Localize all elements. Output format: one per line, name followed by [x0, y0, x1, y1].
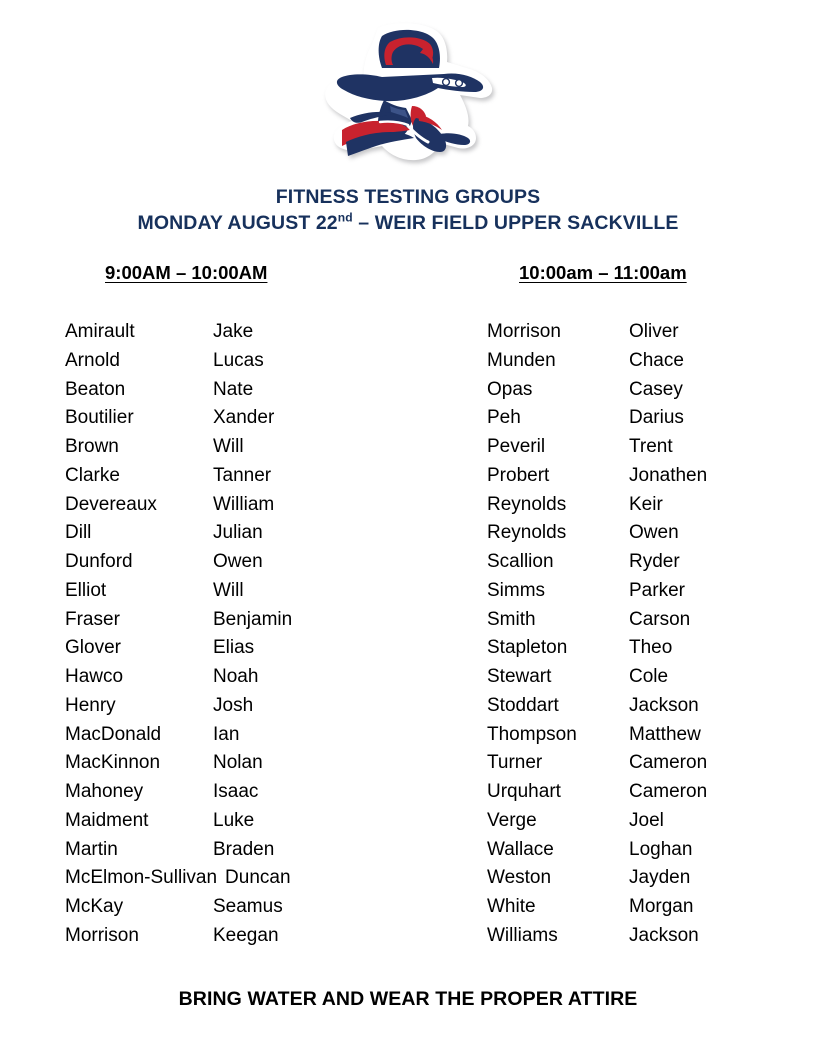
athlete-surname: Thompson	[487, 723, 577, 745]
subtitle-location: – WEIR FIELD UPPER SACKVILLE	[352, 212, 679, 234]
roster-row	[65, 836, 465, 865]
athlete-given-name: Xander	[213, 407, 275, 429]
athlete-given-name: Tanner	[213, 464, 272, 486]
roster-row	[487, 491, 816, 520]
athlete-given-name: Seamus	[213, 896, 283, 917]
athlete-given-name: Jayden	[629, 867, 691, 889]
athlete-given-name: Cameron	[629, 752, 708, 774]
athlete-surname: Devereaux	[65, 493, 157, 515]
athlete-given-name: Cameron	[629, 781, 708, 802]
raider-mascot-logo	[320, 22, 496, 162]
roster-row	[487, 749, 816, 778]
athlete-given-name: Benjamin	[213, 608, 293, 630]
athlete-given-name: Jackson	[629, 924, 699, 946]
roster-row	[487, 836, 816, 865]
title-block	[0, 184, 816, 236]
roster-row	[487, 692, 816, 721]
athlete-given-name: Darius	[629, 407, 684, 429]
roster-row	[65, 606, 465, 635]
roster-row	[65, 376, 465, 405]
logo-container	[0, 0, 816, 162]
athlete-surname: Arnold	[65, 349, 120, 371]
page-title: FITNESS TESTING GROUPS	[275, 186, 541, 208]
subtitle-date-prefix: MONDAY AUGUST 22	[137, 212, 338, 234]
group-header-1000-1100: 10:00am – 11:00am	[519, 262, 687, 283]
roster-row	[487, 347, 816, 376]
roster-row	[487, 376, 816, 405]
athlete-given-name: Duncan	[225, 867, 291, 889]
athlete-surname: Maidment	[65, 809, 149, 831]
roster-row	[65, 663, 465, 692]
roster-row	[65, 462, 465, 491]
athlete-given-name: Nate	[213, 378, 254, 400]
athlete-given-name: Casey	[629, 378, 683, 400]
athlete-surname: Morrison	[65, 924, 139, 946]
roster-row	[65, 404, 465, 433]
athlete-given-name: Parker	[629, 579, 685, 601]
athlete-surname: Scallion	[487, 551, 554, 572]
roster-row	[65, 548, 465, 577]
date-ordinal-suffix: nd	[337, 210, 353, 225]
roster-row	[65, 721, 465, 750]
roster-row	[65, 491, 465, 520]
roster-row	[65, 519, 465, 548]
athlete-surname: Henry	[65, 694, 116, 716]
athlete-given-name: Braden	[213, 838, 275, 860]
athlete-given-name: Cole	[629, 666, 669, 687]
roster-row	[487, 634, 816, 663]
roster-row	[487, 778, 816, 807]
roster-columns	[0, 318, 816, 958]
roster-row	[487, 519, 816, 548]
footer-notice: BRING WATER AND WEAR THE PROPER ATTIRE	[178, 988, 638, 1010]
roster-row	[65, 692, 465, 721]
roster-column-900-1000	[65, 318, 465, 951]
athlete-given-name: Josh	[213, 694, 254, 716]
athlete-given-name: Morgan	[629, 896, 694, 917]
roster-row	[65, 318, 465, 347]
athlete-surname: MacKinnon	[65, 752, 161, 774]
athlete-given-name: Jake	[213, 321, 254, 342]
athlete-surname: Dill	[65, 522, 92, 544]
group-header-900-1000: 9:00AM – 10:00AM	[105, 262, 268, 283]
athlete-given-name: Will	[213, 579, 244, 601]
athlete-given-name: Keir	[629, 493, 663, 515]
athlete-surname: Dunford	[65, 551, 133, 572]
roster-row	[487, 548, 816, 577]
athlete-surname: Reynolds	[487, 522, 567, 544]
athlete-surname: Smith	[487, 608, 536, 630]
athlete-surname: Elliot	[65, 579, 107, 601]
roster-row	[487, 893, 816, 922]
athlete-surname: Fraser	[65, 608, 120, 630]
roster-row	[65, 778, 465, 807]
athlete-given-name: Will	[213, 436, 244, 457]
athlete-given-name: Luke	[213, 809, 255, 831]
roster-row	[487, 318, 816, 347]
athlete-surname: Brown	[65, 436, 119, 457]
athlete-surname: Turner	[487, 752, 543, 774]
athlete-given-name: Isaac	[213, 781, 259, 802]
roster-row	[65, 807, 465, 836]
athlete-given-name: Elias	[213, 637, 255, 659]
athlete-given-name: Loghan	[629, 838, 693, 860]
roster-row	[65, 347, 465, 376]
athlete-surname: Boutilier	[65, 407, 134, 429]
roster-row	[487, 462, 816, 491]
roster-row	[65, 749, 465, 778]
athlete-surname: Glover	[65, 637, 121, 659]
roster-row	[65, 922, 465, 951]
athlete-surname: White	[487, 896, 536, 917]
athlete-surname: Amirault	[65, 321, 135, 342]
roster-row	[487, 606, 816, 635]
athlete-given-name: Jackson	[629, 694, 699, 716]
roster-row	[487, 577, 816, 606]
athlete-surname: Hawco	[65, 666, 124, 687]
athlete-surname: Opas	[487, 378, 533, 400]
athlete-given-name: Jonathen	[629, 464, 708, 486]
athlete-surname: McElmon-Sullivan	[65, 867, 218, 889]
athlete-surname: Simms	[487, 579, 546, 601]
roster-row	[487, 663, 816, 692]
athlete-given-name: Lucas	[213, 349, 264, 371]
group-headers	[0, 262, 816, 296]
athlete-surname: Munden	[487, 349, 556, 371]
athlete-surname: Peh	[487, 407, 521, 429]
athlete-given-name: Owen	[213, 551, 263, 572]
roster-row	[65, 893, 465, 922]
athlete-surname: Clarke	[65, 464, 120, 486]
athlete-surname: Reynolds	[487, 493, 567, 515]
athlete-surname: Probert	[487, 464, 550, 486]
athlete-surname: Martin	[65, 838, 118, 860]
athlete-surname: MacDonald	[65, 723, 162, 745]
athlete-surname: Stewart	[487, 666, 552, 687]
roster-row	[65, 577, 465, 606]
athlete-surname: Verge	[487, 809, 537, 831]
athlete-surname: Urquhart	[487, 781, 561, 802]
athlete-surname: Stoddart	[487, 694, 559, 716]
athlete-given-name: Ian	[213, 723, 240, 745]
roster-row	[487, 433, 816, 462]
athlete-surname: Mahoney	[65, 781, 144, 802]
athlete-given-name: Ryder	[629, 551, 680, 572]
athlete-given-name: Chace	[629, 349, 684, 371]
athlete-given-name: Oliver	[629, 321, 679, 342]
roster-row	[487, 721, 816, 750]
athlete-given-name: Theo	[629, 637, 673, 659]
athlete-surname: McKay	[65, 896, 124, 917]
athlete-given-name: Joel	[629, 809, 664, 831]
page-subtitle	[0, 210, 816, 236]
roster-row	[487, 807, 816, 836]
athlete-given-name: William	[213, 493, 275, 515]
roster-row	[65, 864, 465, 893]
athlete-given-name: Trent	[629, 436, 673, 457]
roster-row	[65, 634, 465, 663]
roster-row	[487, 864, 816, 893]
athlete-given-name: Owen	[629, 522, 679, 544]
roster-row	[487, 922, 816, 951]
athlete-surname: Weston	[487, 867, 552, 889]
athlete-surname: Stapleton	[487, 637, 568, 659]
roster-column-1000-1100	[487, 318, 816, 951]
athlete-surname: Peveril	[487, 436, 546, 457]
athlete-given-name: Noah	[213, 666, 259, 687]
athlete-given-name: Matthew	[629, 723, 701, 745]
roster-row	[487, 404, 816, 433]
athlete-surname: Williams	[487, 924, 558, 946]
athlete-given-name: Keegan	[213, 924, 279, 946]
athlete-given-name: Julian	[213, 522, 263, 544]
athlete-surname: Morrison	[487, 321, 561, 342]
athlete-surname: Wallace	[487, 838, 554, 860]
athlete-given-name: Nolan	[213, 752, 263, 774]
athlete-given-name: Carson	[629, 608, 691, 630]
athlete-surname: Beaton	[65, 378, 126, 400]
roster-row	[65, 433, 465, 462]
